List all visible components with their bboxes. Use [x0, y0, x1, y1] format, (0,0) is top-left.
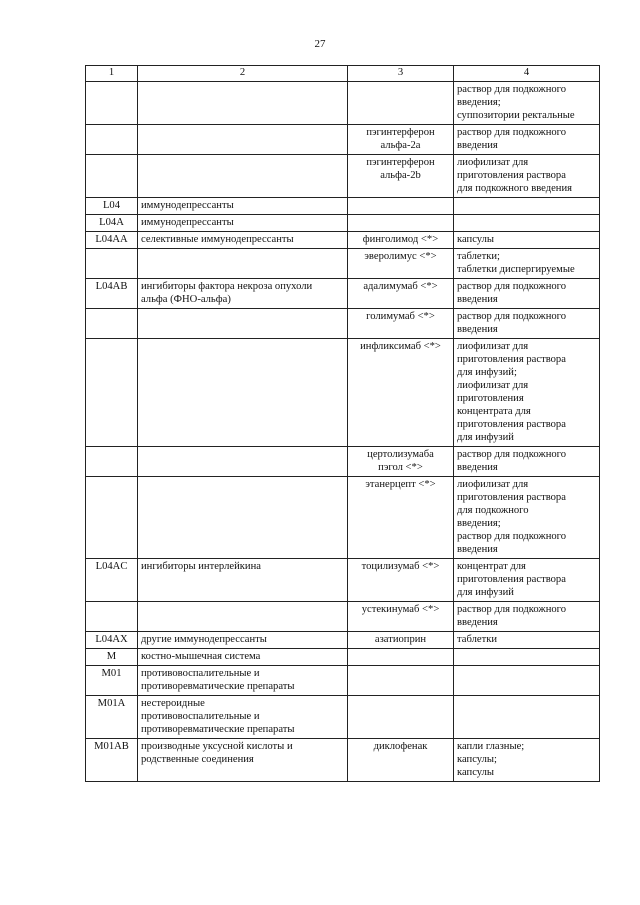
cell-atc-code: L04A — [86, 215, 138, 232]
cell-drug-name — [348, 82, 454, 125]
column-header-group: 2 — [138, 66, 348, 82]
cell-dosage-form: концентрат для приготовления раствора для инфузий — [454, 559, 600, 602]
cell-drug-name — [348, 215, 454, 232]
cell-drug-name: финголимод <*> — [348, 232, 454, 249]
table-body — [86, 82, 600, 782]
cell-atc-code — [86, 447, 138, 477]
cell-dosage-form: капсулы — [454, 232, 600, 249]
cell-drug-name: пэгинтерферон альфа-2a — [348, 125, 454, 155]
cell-dosage-form: раствор для подкожного введения — [454, 309, 600, 339]
cell-drug-name: адалимумаб <*> — [348, 279, 454, 309]
cell-anatomical-group — [138, 477, 348, 559]
table-row — [86, 477, 600, 559]
cell-drug-name: тоцилизумаб <*> — [348, 559, 454, 602]
table-row — [86, 155, 600, 198]
cell-drug-name: устекинумаб <*> — [348, 602, 454, 632]
cell-drug-name: диклофенак — [348, 739, 454, 782]
table-row — [86, 632, 600, 649]
page-number: 27 — [314, 38, 326, 50]
cell-atc-code: M01AB — [86, 739, 138, 782]
table-row — [86, 447, 600, 477]
cell-dosage-form: таблетки; таблетки диспергируемые — [454, 249, 600, 279]
cell-anatomical-group — [138, 602, 348, 632]
cell-atc-code — [86, 339, 138, 447]
table-row — [86, 739, 600, 782]
cell-anatomical-group — [138, 249, 348, 279]
cell-anatomical-group: селективные иммунодепрессанты — [138, 232, 348, 249]
cell-dosage-form: раствор для подкожного введения — [454, 125, 600, 155]
cell-anatomical-group: нестероидные противовоспалительные и противоревматические препараты — [138, 696, 348, 739]
cell-anatomical-group — [138, 447, 348, 477]
cell-anatomical-group: ингибиторы фактора некроза опухоли альфа (ФНО-альфа) — [138, 279, 348, 309]
table-row — [86, 649, 600, 666]
table-row — [86, 559, 600, 602]
table-row — [86, 602, 600, 632]
cell-anatomical-group: иммунодепрессанты — [138, 198, 348, 215]
cell-dosage-form: лиофилизат для приготовления раствора для инфузий; лиофилизат для приготовления концентрата для приготовления раствора для инфузий — [454, 339, 600, 447]
table-row — [86, 198, 600, 215]
cell-dosage-form — [454, 649, 600, 666]
cell-atc-code: M01A — [86, 696, 138, 739]
table-row — [86, 125, 600, 155]
cell-anatomical-group — [138, 82, 348, 125]
cell-atc-code: L04AX — [86, 632, 138, 649]
drug-list-table — [85, 65, 600, 782]
cell-dosage-form: раствор для подкожного введения; суппозитории ректальные — [454, 82, 600, 125]
cell-atc-code: L04AB — [86, 279, 138, 309]
table-row — [86, 666, 600, 696]
table-row — [86, 696, 600, 739]
cell-anatomical-group: иммунодепрессанты — [138, 215, 348, 232]
table-row — [86, 215, 600, 232]
cell-anatomical-group — [138, 125, 348, 155]
cell-drug-name: цертолизумаба пэгол <*> — [348, 447, 454, 477]
cell-anatomical-group: костно-мышечная система — [138, 649, 348, 666]
table-row — [86, 232, 600, 249]
cell-atc-code — [86, 477, 138, 559]
cell-drug-name: эверолимус <*> — [348, 249, 454, 279]
cell-dosage-form — [454, 198, 600, 215]
cell-dosage-form: таблетки — [454, 632, 600, 649]
cell-drug-name: этанерцепт <*> — [348, 477, 454, 559]
cell-anatomical-group: производные уксусной кислоты и родственные соединения — [138, 739, 348, 782]
cell-atc-code: L04 — [86, 198, 138, 215]
cell-drug-name — [348, 696, 454, 739]
column-header-form: 4 — [454, 66, 600, 82]
cell-atc-code: M — [86, 649, 138, 666]
table-row — [86, 249, 600, 279]
column-header-drug: 3 — [348, 66, 454, 82]
table-row — [86, 82, 600, 125]
table-row — [86, 309, 600, 339]
cell-anatomical-group — [138, 155, 348, 198]
cell-atc-code — [86, 602, 138, 632]
cell-atc-code: L04AC — [86, 559, 138, 602]
cell-drug-name — [348, 649, 454, 666]
cell-anatomical-group: противовоспалительные и противоревматические препараты — [138, 666, 348, 696]
table-row — [86, 279, 600, 309]
cell-atc-code — [86, 82, 138, 125]
cell-drug-name: инфликсимаб <*> — [348, 339, 454, 447]
cell-dosage-form: раствор для подкожного введения — [454, 602, 600, 632]
cell-anatomical-group — [138, 339, 348, 447]
cell-atc-code: L04AA — [86, 232, 138, 249]
cell-drug-name — [348, 198, 454, 215]
cell-dosage-form — [454, 215, 600, 232]
cell-dosage-form: лиофилизат для приготовления раствора для подкожного введения; раствор для подкожного введения — [454, 477, 600, 559]
cell-atc-code — [86, 155, 138, 198]
cell-drug-name: азатиоприн — [348, 632, 454, 649]
cell-anatomical-group — [138, 309, 348, 339]
cell-dosage-form: раствор для подкожного введения — [454, 279, 600, 309]
cell-dosage-form — [454, 696, 600, 739]
cell-anatomical-group: ингибиторы интерлейкина — [138, 559, 348, 602]
cell-dosage-form: лиофилизат для приготовления раствора для подкожного введения — [454, 155, 600, 198]
cell-atc-code — [86, 249, 138, 279]
cell-dosage-form: капли глазные; капсулы; капсулы — [454, 739, 600, 782]
cell-drug-name: голимумаб <*> — [348, 309, 454, 339]
cell-drug-name: пэгинтерферон альфа-2b — [348, 155, 454, 198]
cell-atc-code: M01 — [86, 666, 138, 696]
cell-atc-code — [86, 309, 138, 339]
cell-atc-code — [86, 125, 138, 155]
cell-anatomical-group: другие иммунодепрессанты — [138, 632, 348, 649]
cell-dosage-form — [454, 666, 600, 696]
column-header-code: 1 — [86, 66, 138, 82]
table-row — [86, 339, 600, 447]
cell-dosage-form: раствор для подкожного введения — [454, 447, 600, 477]
cell-drug-name — [348, 666, 454, 696]
table-header-row — [86, 66, 600, 82]
